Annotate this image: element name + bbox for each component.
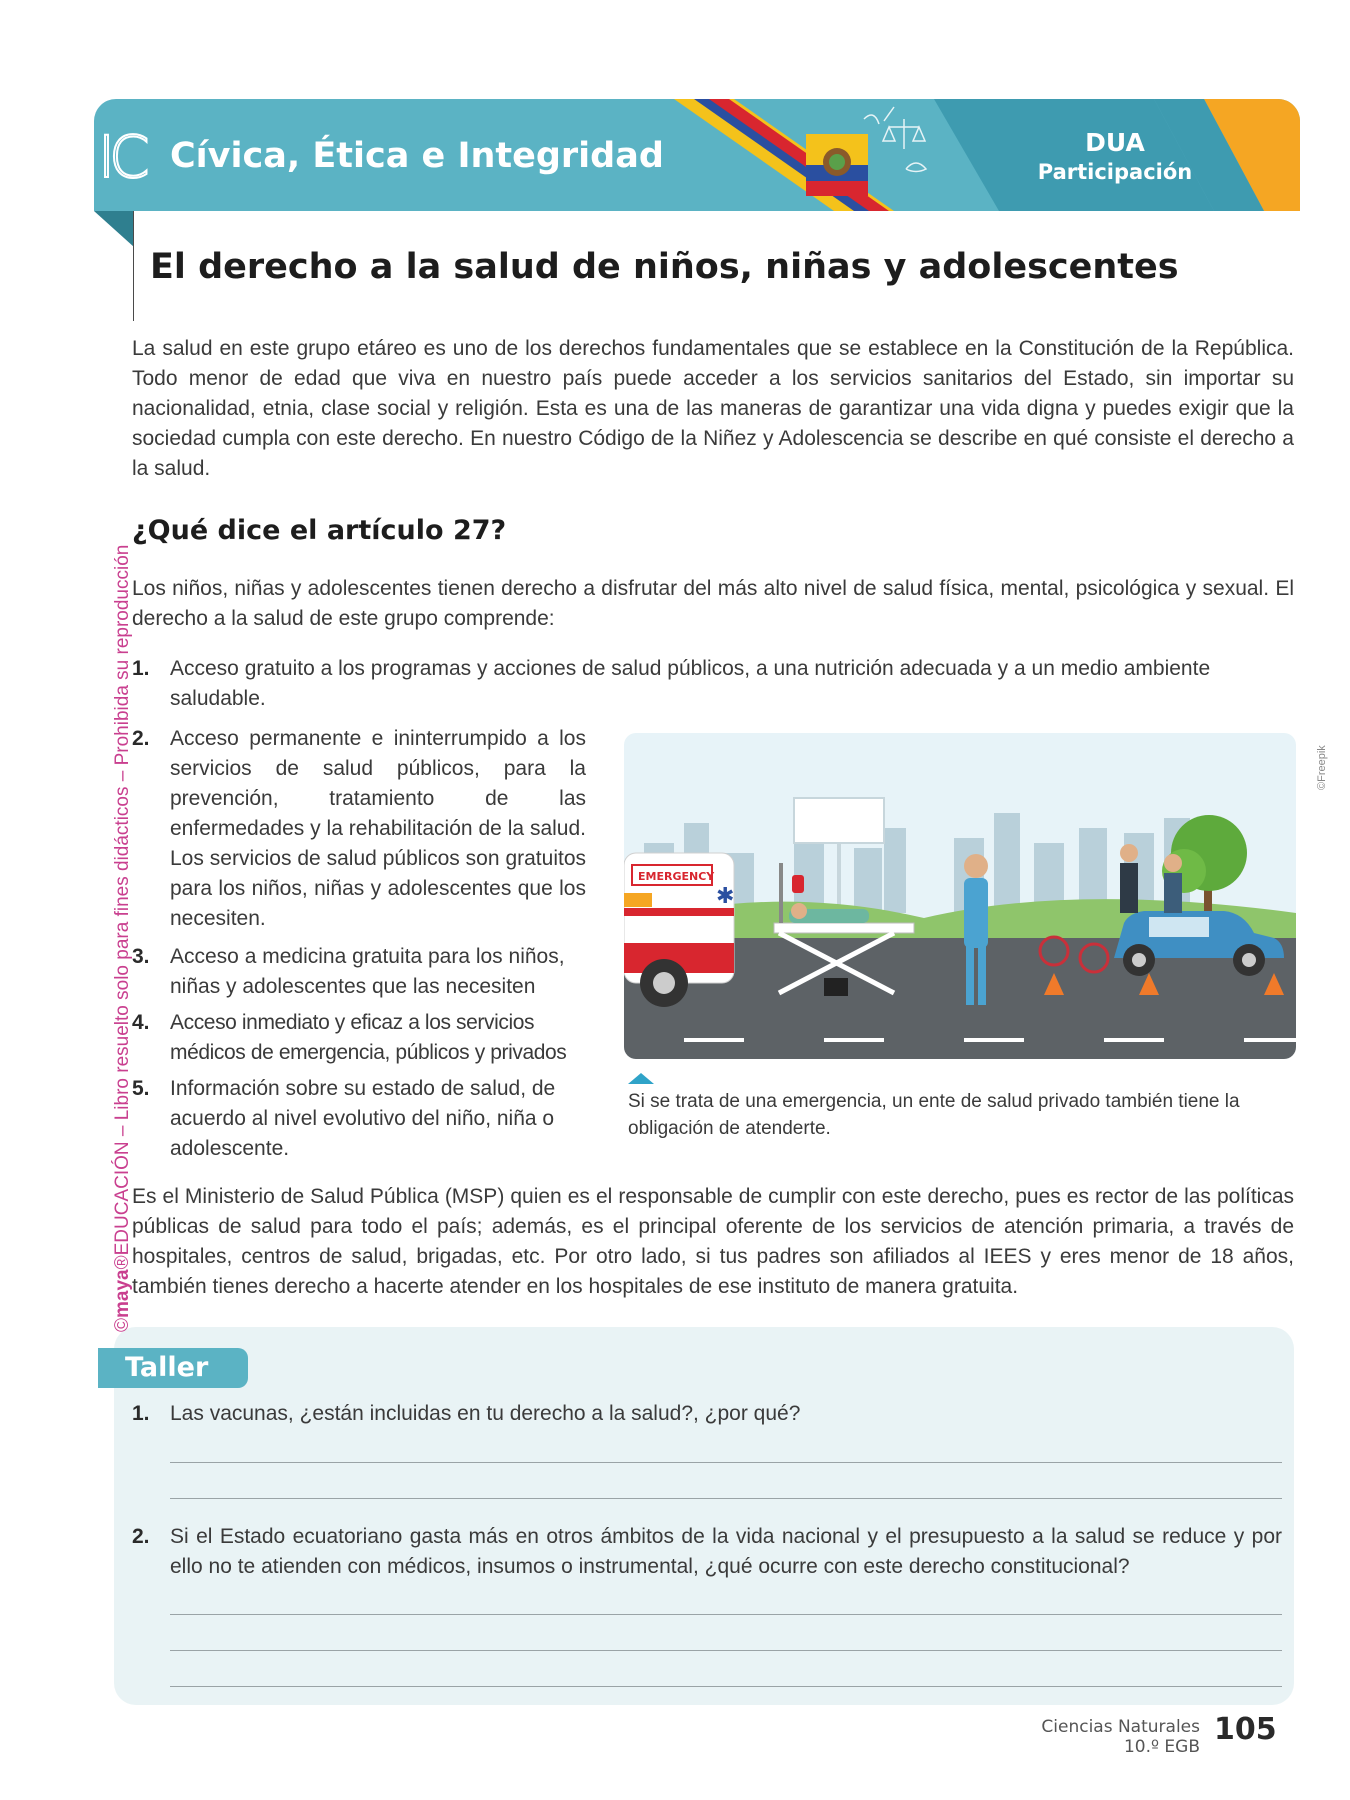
- emergency-scene-svg: [624, 733, 1296, 1059]
- section-heading: ¿Qué dice el artículo 27?: [132, 515, 507, 546]
- answer-line[interactable]: [170, 1498, 1282, 1499]
- copyright-side-note: [112, 545, 134, 1332]
- answer-line[interactable]: [170, 1686, 1282, 1687]
- intro-paragraph: La salud en este grupo etáreo es uno de los derechos fundamentales que se establece en la Constitución de la República. Todo menor de edad que viva en nuestro país puede acceder a los servicios sanitarios del Estado, sin importar su nacionalidad, etnia, clase social y religión. Esta es una de las maneras de garantizar una vida digna y puedes exigir que la sociedad cumpla con este derecho. En nuestro Código de la Niñez y Adolescencia se describe en qué consiste el derecho a la salud.: [132, 337, 1294, 480]
- title-rule: [133, 211, 134, 321]
- dua-subtitle: Participación: [1037, 160, 1193, 184]
- taller-box: [114, 1327, 1294, 1705]
- section-title: Cívica, Ética e Integridad: [170, 136, 664, 176]
- list-number: 3.: [132, 945, 150, 968]
- footer-subject: Ciencias Naturales: [1041, 1717, 1200, 1737]
- list-number: 1.: [132, 657, 150, 680]
- list-item: Acceso gratuito a los programas y acciones de salud públicos, a una nutrición adecuada y a un medio ambiente saludable.: [170, 657, 1211, 710]
- question-text: Las vacunas, ¿están incluidas en tu derecho a la salud?, ¿por qué?: [170, 1402, 801, 1425]
- answer-line[interactable]: [170, 1650, 1282, 1651]
- svg-text:✱: ✱: [716, 884, 735, 909]
- answer-line[interactable]: [170, 1462, 1282, 1463]
- ambulance-sign: EMERGENCY: [638, 870, 715, 883]
- list-number: 5.: [132, 1077, 150, 1100]
- copyright-symbol: ©: [112, 1318, 133, 1332]
- question-number: 2.: [132, 1525, 150, 1548]
- list-item: Acceso permanente e ininterrumpido a los servicios de salud públicos, para la prevención, tratamiento de las enfermedades y la rehabilitación de la salud. Los servicios de salud públicos son gratuitos para los niños, niñas y adolescentes que los necesiten.: [170, 727, 586, 930]
- list-number: 4.: [132, 1011, 150, 1034]
- question-number: 1.: [132, 1402, 150, 1425]
- ic-logo: IC: [98, 123, 144, 191]
- page-number: 105: [1214, 1712, 1277, 1747]
- list-item: Información sobre su estado de salud, de acuerdo al nivel evolutivo del niño, niña o adolescente.: [170, 1077, 556, 1160]
- image-caption: Si se trata de una emergencia, un ente de salud privado también tiene la obligación de atenderte.: [628, 1091, 1240, 1139]
- taller-label: Taller: [125, 1352, 209, 1383]
- footer-grade: 10.º EGB: [1123, 1737, 1200, 1757]
- caption-marker-icon: [628, 1073, 654, 1084]
- section-intro: Los niños, niñas y adolescentes tienen derecho a disfrutar del más alto nivel de salud física, mental, psicológica y sexual. El derecho a la salud de este grupo comprende:: [132, 577, 1294, 630]
- question-text: Si el Estado ecuatoriano gasta más en otros ámbitos de la vida nacional y el presupuesto a la salud se reduce y por ello no te atienden con médicos, insumos o instrumental, ¿qué ocurre con este derecho constitucional?: [170, 1525, 1282, 1578]
- dua-title: DUA: [1085, 128, 1145, 157]
- list-item: Acceso a medicina gratuita para los niños, niñas y adolescentes que las necesiten: [170, 945, 565, 998]
- list-number: 2.: [132, 727, 150, 750]
- list-item: Acceso inmediato y eficaz a los servicios médicos de emergencia, públicos y privados: [170, 1011, 567, 1064]
- banner-fold: [94, 211, 134, 247]
- answer-line[interactable]: [170, 1614, 1282, 1615]
- brand-name: maya: [112, 1269, 133, 1318]
- image-credit: ©Freepik: [1316, 745, 1328, 790]
- page-title: El derecho a la salud de niños, niñas y adolescentes: [150, 247, 1179, 287]
- emergency-illustration: [624, 733, 1296, 1059]
- closing-paragraph: Es el Ministerio de Salud Pública (MSP) quien es el responsable de cumplir con este derecho, pues es rector de las políticas públicas de salud para todo el país; además, es el principal oferente de los servicios de atención primaria, a través de hospitales, centros de salud, brigadas, etc. Por otro lado, si tus padres son afiliados al IEES y eres menor de 18 años, también tienes derecho a hacerte atender en los hospitales de ese instituto de manera gratuita.: [132, 1185, 1294, 1298]
- copyright-text: ®EDUCACIÓN – Libro resuelto solo para fines didácticos – Prohibida su reproducción: [112, 544, 133, 1270]
